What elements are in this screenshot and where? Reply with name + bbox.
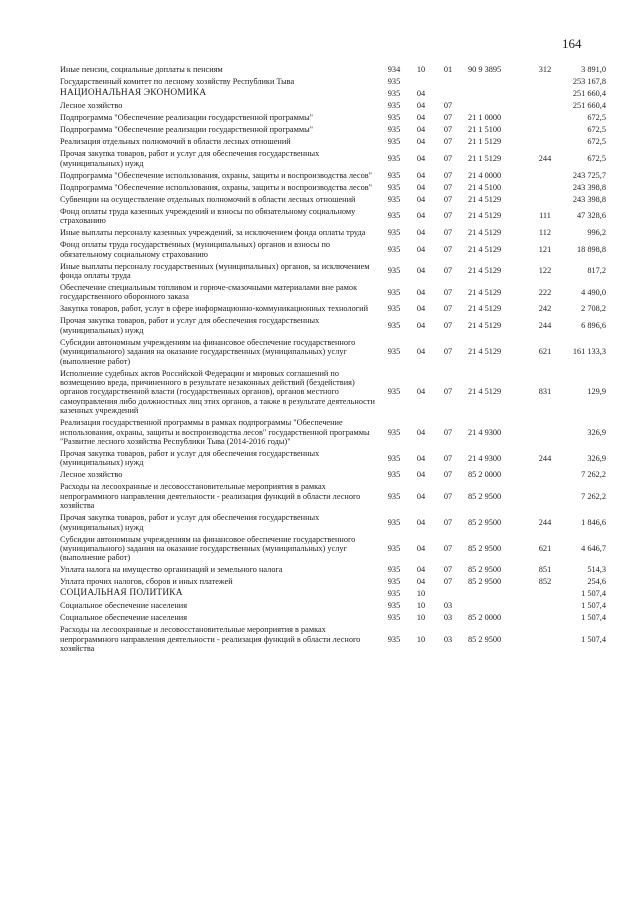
row-name: Прочая закупка товаров, работ и услуг для обеспечения государственных (муниципальных) нужд <box>60 513 320 532</box>
row-target-article-code: 90 9 3895 <box>468 65 502 75</box>
row-department-code: 935 <box>387 544 401 554</box>
row-expense-type-code <box>530 417 560 448</box>
row-name: Подпрограмма "Обеспечение реализации государственной программы" <box>60 125 314 135</box>
row-department-code: 935 <box>387 211 401 221</box>
row-subsection-code: 07 <box>443 244 453 254</box>
table-row <box>60 600 606 612</box>
row-expense-type-code: 121 <box>538 244 552 254</box>
row-target-article-code: 21 4 5129 <box>468 287 502 297</box>
row-target-article-code: 21 4 5129 <box>468 211 502 221</box>
row-amount: 996,2 <box>587 228 606 238</box>
row-expense-type-code <box>530 588 560 600</box>
row-name: Лесное хозяйство <box>60 470 123 480</box>
row-department-code: 935 <box>387 113 401 123</box>
budget-table-body <box>60 64 606 655</box>
row-target-article-code: 21 1 5129 <box>468 154 502 163</box>
row-name: Подпрограмма "Обеспечение использования, охраны, защиты и воспроизводства лесов" <box>60 170 373 180</box>
row-subsection-code: 07 <box>443 427 453 437</box>
row-section-code: 04 <box>416 517 426 527</box>
row-name: Подпрограмма "Обеспечение использования, охраны, защиты и воспроизводства лесов" <box>60 182 373 192</box>
table-row <box>60 148 606 169</box>
row-name: Прочая закупка товаров, работ и услуг для обеспечения государственных (муниципальных) нужд <box>60 316 320 335</box>
row-section-code: 04 <box>416 321 426 331</box>
row-amount: 47 328,6 <box>576 211 606 221</box>
row-subsection-code: 07 <box>443 170 453 180</box>
row-target-article-code <box>462 600 530 612</box>
row-name: Подпрограмма "Обеспечение реализации государственной программы" <box>60 113 314 123</box>
row-expense-type-code: 244 <box>538 321 552 331</box>
row-subsection-code <box>434 588 462 600</box>
row-section-code: 10 <box>416 589 426 599</box>
table-row <box>60 205 606 226</box>
table-row <box>60 260 606 281</box>
row-amount: 1 507,4 <box>581 601 606 611</box>
row-section-code: 10 <box>416 601 426 611</box>
row-department-code: 935 <box>387 194 401 204</box>
row-subsection-code: 03 <box>443 634 453 644</box>
row-department-code: 935 <box>387 266 401 276</box>
row-department-code: 935 <box>387 427 401 437</box>
row-subsection-code: 07 <box>443 182 453 192</box>
row-amount: 251 660,4 <box>572 101 606 111</box>
row-department-code: 935 <box>387 601 401 611</box>
row-amount: 1 507,4 <box>581 613 606 623</box>
table-row <box>60 112 606 124</box>
row-name: СОЦИАЛЬНАЯ ПОЛИТИКА <box>60 588 183 599</box>
row-expense-type-code: 312 <box>538 65 552 75</box>
row-name: НАЦИОНАЛЬНАЯ ЭКОНОМИКА <box>60 88 207 99</box>
row-expense-type-code <box>530 181 560 193</box>
row-section-code: 04 <box>416 347 426 357</box>
row-target-article-code: 85 2 0000 <box>468 470 502 480</box>
row-expense-type-code <box>530 112 560 124</box>
row-target-article-code: 21 1 5100 <box>468 125 502 135</box>
row-expense-type-code <box>530 76 560 88</box>
row-section-code: 04 <box>416 89 426 99</box>
row-department-code: 935 <box>387 244 401 254</box>
row-section-code: 04 <box>416 154 426 163</box>
row-department-code: 935 <box>387 101 401 111</box>
row-amount: 6 896,6 <box>581 321 606 331</box>
row-subsection-code: 07 <box>443 211 453 221</box>
row-target-article-code: 21 4 5100 <box>468 182 502 192</box>
row-target-article-code: 85 2 9500 <box>468 491 502 501</box>
row-expense-type-code: 222 <box>538 287 552 297</box>
row-amount: 2 708,2 <box>581 304 606 314</box>
row-section-code: 04 <box>416 491 426 501</box>
row-target-article-code: 85 2 9500 <box>468 517 502 527</box>
row-amount: 161 133,3 <box>572 347 606 357</box>
row-department-code: 935 <box>387 577 401 587</box>
row-subsection-code: 07 <box>443 565 453 575</box>
row-amount: 243 398,8 <box>572 194 606 204</box>
row-target-article-code: 21 4 5129 <box>468 194 502 204</box>
row-target-article-code: 21 4 0000 <box>468 170 502 180</box>
row-section-code: 10 <box>416 65 426 75</box>
row-name: Расходы на лесоохранные и лесовосстановительные мероприятия в рамках непрограммного направления деятельности - реализация функций в области лесного хозяйства <box>60 482 361 511</box>
row-subsection-code: 07 <box>443 125 453 135</box>
row-target-article-code: 85 2 9500 <box>468 565 502 575</box>
table-row <box>60 533 606 564</box>
table-row <box>60 181 606 193</box>
row-department-code: 935 <box>387 453 401 463</box>
table-section-row <box>60 588 606 600</box>
row-subsection-code: 07 <box>443 304 453 314</box>
row-subsection-code: 07 <box>443 194 453 204</box>
row-section-code: 04 <box>416 244 426 254</box>
table-row <box>60 76 606 88</box>
row-name: Прочая закупка товаров, работ и услуг для обеспечения государственных (муниципальных) нужд <box>60 448 320 468</box>
row-section-code: 04 <box>416 565 426 575</box>
row-department-code: 935 <box>387 470 401 480</box>
row-subsection-code: 07 <box>443 387 453 397</box>
row-department-code: 935 <box>387 491 401 501</box>
row-amount: 7 262,2 <box>581 470 606 480</box>
table-row <box>60 315 606 336</box>
row-expense-type-code <box>530 124 560 136</box>
row-name: Исполнение судебных актов Российской Федерации и мировых соглашений по возмещению вреда, причиненного в результате незаконных действий (бездействия) органов государственной власти (государственных органов), органов местного самоуправления либо должностных лиц этих органов, а также в результате деятельности казенных учреждений <box>60 368 375 416</box>
row-amount: 1 507,4 <box>581 634 606 644</box>
row-expense-type-code: 851 <box>538 565 552 575</box>
row-target-article-code: 21 4 5129 <box>468 266 502 276</box>
row-target-article-code: 85 2 9500 <box>468 634 502 644</box>
row-expense-type-code <box>530 100 560 112</box>
row-department-code: 935 <box>387 154 401 163</box>
row-department-code: 935 <box>387 89 401 99</box>
row-section-code: 04 <box>416 182 426 192</box>
row-department-code: 935 <box>387 517 401 527</box>
row-subsection-code: 07 <box>443 517 453 527</box>
row-expense-type-code <box>530 469 560 481</box>
row-amount: 326,9 <box>587 453 606 463</box>
table-row <box>60 239 606 260</box>
row-department-code: 935 <box>387 589 401 599</box>
row-amount: 672,5 <box>587 113 606 123</box>
row-section-code: 04 <box>416 427 426 437</box>
row-expense-type-code: 244 <box>538 154 552 163</box>
row-target-article-code: 21 4 5129 <box>468 387 502 397</box>
row-target-article-code: 85 2 9500 <box>468 544 502 554</box>
row-department-code: 935 <box>387 77 401 87</box>
row-name: Иные выплаты персоналу государственных (муниципальных) органов, за исключением фонда оплаты труда <box>60 261 370 280</box>
row-section-code: 04 <box>416 453 426 463</box>
row-expense-type-code: 244 <box>538 453 552 463</box>
row-target-article-code: 85 2 9500 <box>468 577 502 587</box>
row-name: Лесное хозяйство <box>60 101 123 111</box>
row-expense-type-code: 112 <box>538 228 552 238</box>
row-subsection-code: 07 <box>443 287 453 297</box>
row-name: Государственный комитет по лесному хозяйству Республики Тыва <box>60 77 295 87</box>
row-department-code: 935 <box>387 287 401 297</box>
row-section-code: 04 <box>416 287 426 297</box>
row-target-article-code: 85 2 0000 <box>468 613 502 623</box>
row-department-code: 935 <box>387 228 401 238</box>
row-name: Закупка товаров, работ, услуг в сфере информационно-коммуникационных технологий <box>60 304 369 314</box>
row-name: Субсидии автономным учреждениям на финансовое обеспечение государственного (муниципального) задания на оказание государственных (муниципальных) услуг (выполнение работ) <box>60 337 356 366</box>
row-subsection-code: 07 <box>443 113 453 123</box>
row-section-code: 04 <box>416 544 426 554</box>
row-section-code: 04 <box>416 266 426 276</box>
table-row <box>60 124 606 136</box>
row-department-code: 935 <box>387 565 401 575</box>
row-department-code: 935 <box>387 137 401 147</box>
row-subsection-code: 07 <box>443 137 453 147</box>
row-department-code: 935 <box>387 634 401 644</box>
row-department-code: 934 <box>387 65 401 75</box>
row-expense-type-code: 244 <box>538 517 552 527</box>
row-subsection-code: 07 <box>443 577 453 587</box>
row-subsection-code: 03 <box>443 613 453 623</box>
row-amount: 243 725,7 <box>572 170 606 180</box>
row-name: Фонд оплаты труда казенных учреждений и взносы по обязательному социальному страхованию <box>60 206 356 226</box>
row-name: Иные пенсии, социальные доплаты к пенсиям <box>60 65 223 75</box>
row-amount: 672,5 <box>587 137 606 147</box>
row-expense-type-code: 852 <box>538 577 552 587</box>
table-row <box>60 576 606 588</box>
row-section-code <box>408 76 434 88</box>
row-department-code: 935 <box>387 170 401 180</box>
row-name: Субсидии автономным учреждениям на финансовое обеспечение государственного (муниципального) задания на оказание государственных (муниципальных) услуг (выполнение работ) <box>60 534 356 563</box>
row-subsection-code: 07 <box>443 154 453 163</box>
row-expense-type-code <box>530 88 560 100</box>
row-section-code: 04 <box>416 387 426 397</box>
page-number: 164 <box>562 36 582 51</box>
table-row <box>60 100 606 112</box>
table-section-row <box>60 88 606 100</box>
budget-table <box>60 64 606 655</box>
row-expense-type-code: 122 <box>538 266 552 276</box>
row-target-article-code: 21 4 5129 <box>468 304 502 314</box>
row-target-article-code: 21 4 5129 <box>468 347 502 357</box>
row-amount: 1 507,4 <box>581 589 606 599</box>
row-target-article-code <box>462 100 530 112</box>
row-name: Социальное обеспечение населения <box>60 613 188 623</box>
row-amount: 3 891,0 <box>581 65 606 75</box>
row-expense-type-code <box>530 136 560 148</box>
row-section-code: 10 <box>416 634 426 644</box>
row-section-code: 04 <box>416 228 426 238</box>
row-amount: 243 398,8 <box>572 182 606 192</box>
table-row <box>60 624 606 655</box>
row-target-article-code: 21 1 5129 <box>468 137 502 147</box>
row-section-code: 10 <box>416 613 426 623</box>
table-row <box>60 336 606 367</box>
row-amount: 4 490,0 <box>581 287 606 297</box>
table-row <box>60 303 606 315</box>
row-target-article-code: 21 4 5129 <box>468 244 502 254</box>
row-name: Расходы на лесоохранные и лесовосстановительные мероприятия в рамках непрограммного направления деятельности - реализация функций в области лесного хозяйства <box>60 625 361 654</box>
row-name: Иные выплаты персоналу казенных учреждений, за исключением фонда оплаты труда <box>60 228 366 238</box>
row-target-article-code: 21 4 9300 <box>468 453 502 463</box>
row-section-code: 04 <box>416 170 426 180</box>
row-expense-type-code <box>530 169 560 181</box>
row-name: Прочая закупка товаров, работ и услуг для обеспечения государственных (муниципальных) нужд <box>60 149 320 168</box>
row-amount: 1 846,6 <box>581 517 606 527</box>
row-amount: 18 898,8 <box>576 244 606 254</box>
row-expense-type-code: 831 <box>538 387 552 397</box>
table-row <box>60 481 606 512</box>
row-subsection-code: 03 <box>443 601 453 611</box>
row-subsection-code: 07 <box>443 544 453 554</box>
row-section-code: 04 <box>416 470 426 480</box>
row-amount: 326,9 <box>587 427 606 437</box>
row-subsection-code: 01 <box>443 65 453 75</box>
row-subsection-code: 07 <box>443 347 453 357</box>
row-name: Уплата налога на имущество организаций и земельного налога <box>60 565 283 575</box>
row-department-code: 935 <box>387 613 401 623</box>
row-department-code: 935 <box>387 125 401 135</box>
table-row <box>60 564 606 576</box>
row-target-article-code: 21 4 9300 <box>468 427 502 437</box>
row-target-article-code <box>462 588 530 600</box>
row-target-article-code <box>462 88 530 100</box>
row-amount: 129,9 <box>587 387 606 397</box>
row-expense-type-code: 111 <box>539 211 551 221</box>
table-row <box>60 227 606 239</box>
row-name: Обеспечение специальным топливом и горюче-смазочными материалами вне рамок государственного оборонного заказа <box>60 282 358 302</box>
row-subsection-code <box>434 88 462 100</box>
row-expense-type-code <box>530 600 560 612</box>
table-row <box>60 282 606 303</box>
row-section-code: 04 <box>416 211 426 221</box>
row-expense-type-code <box>530 481 560 512</box>
row-expense-type-code <box>530 193 560 205</box>
row-section-code: 04 <box>416 125 426 135</box>
row-amount: 7 262,2 <box>581 491 606 501</box>
row-name: Фонд оплаты труда государственных (муниципальных) органов и взносы по обязательному социальному страхованию <box>60 240 331 259</box>
row-department-code: 935 <box>387 182 401 192</box>
table-row <box>60 64 606 76</box>
row-name: Реализация отдельных полномочий в области лесных отношений <box>60 137 291 147</box>
row-section-code: 04 <box>416 577 426 587</box>
row-target-article-code: 21 4 5129 <box>468 228 502 238</box>
row-amount: 514,3 <box>587 565 606 575</box>
row-section-code: 04 <box>416 304 426 314</box>
row-subsection-code: 07 <box>443 101 453 111</box>
table-row <box>60 169 606 181</box>
row-name: Субвенции на осуществление отдельных полномочий в области лесных отношений <box>60 194 356 204</box>
row-expense-type-code: 621 <box>538 544 552 554</box>
row-section-code: 04 <box>416 194 426 204</box>
row-department-code: 935 <box>387 304 401 314</box>
table-row <box>60 136 606 148</box>
row-subsection-code: 07 <box>443 470 453 480</box>
table-row <box>60 417 606 448</box>
row-target-article-code <box>462 76 530 88</box>
row-department-code: 935 <box>387 321 401 331</box>
row-amount: 817,2 <box>587 266 606 276</box>
row-expense-type-code <box>530 612 560 624</box>
row-section-code: 04 <box>416 101 426 111</box>
row-amount: 253 167,8 <box>572 77 606 87</box>
table-row <box>60 448 606 469</box>
row-name: Уплата прочих налогов, сборов и иных платежей <box>60 577 233 587</box>
row-subsection-code: 07 <box>443 266 453 276</box>
row-subsection-code: 07 <box>443 453 453 463</box>
row-subsection-code: 07 <box>443 491 453 501</box>
row-target-article-code: 21 1 0000 <box>468 113 502 123</box>
row-amount: 4 646,7 <box>581 544 606 554</box>
row-department-code: 935 <box>387 347 401 357</box>
row-subsection-code: 07 <box>443 228 453 238</box>
table-row <box>60 612 606 624</box>
row-expense-type-code <box>530 624 560 655</box>
row-target-article-code: 21 4 5129 <box>468 321 502 331</box>
table-row <box>60 469 606 481</box>
row-name: Реализация государственной программы в рамках подпрограммы "Обеспечение использования, охраны, защиты и воспроизводства лесов" государственной программы "Развитие лесного хозяйства Республики Тыва (2014-2016 годы)" <box>60 418 370 446</box>
row-section-code: 04 <box>416 113 426 123</box>
row-department-code: 935 <box>387 387 401 397</box>
row-amount: 254,6 <box>587 577 606 587</box>
table-row <box>60 193 606 205</box>
row-name: Социальное обеспечение населения <box>60 601 188 611</box>
row-section-code: 04 <box>416 137 426 147</box>
row-amount: 672,5 <box>587 125 606 135</box>
row-expense-type-code: 621 <box>538 347 552 357</box>
row-expense-type-code: 242 <box>538 304 552 314</box>
table-row <box>60 367 606 417</box>
row-subsection-code: 07 <box>443 321 453 331</box>
table-row <box>60 512 606 533</box>
row-subsection-code <box>434 76 462 88</box>
row-amount: 251 660,4 <box>572 89 606 99</box>
row-amount: 672,5 <box>587 154 606 163</box>
